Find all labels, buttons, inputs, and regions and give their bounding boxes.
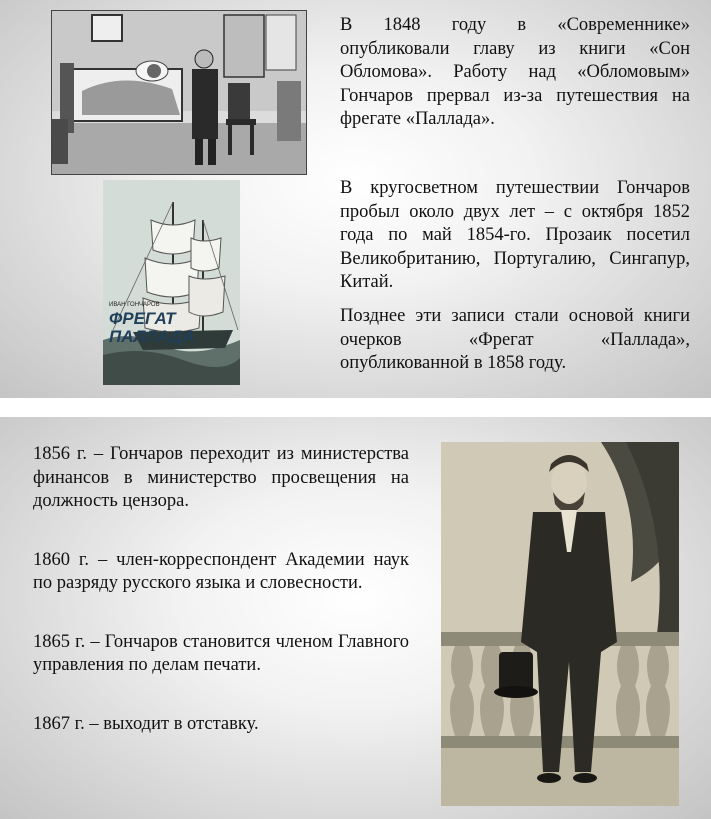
oblomov-paragraph: В 1848 году в «Современнике» опубликовали главу из книги «Сон Обломова». Работу над «Обломовым» Гончаров прервал из-за путешествия на фрегате «Паллада». [340,15,690,129]
goncharov-portrait-image [441,442,679,806]
oblomov-engraving-image [52,11,306,174]
timeline-item-1860: 1860 г. – член-корреспондент Академии наук по разряду русского языка и словесности. [33,549,409,593]
slide-career-timeline [0,417,711,819]
book-author-text: ИВАН ГОНЧАРОВ [109,302,160,308]
book-title-line1: ФРЕГАТ [109,309,176,328]
timeline-item-1867: 1867 г. – выходит в отставку. [33,713,259,734]
timeline-item-1856: 1856 г. – Гончаров переходит из министерства финансов в министерство просвещения на должность цензора. [33,444,409,511]
voyage-paragraph: В кругосветном путешествии Гончаров пробыл около двух лет – с октября 1852 года по май 1854-го. Прозаик посетил Великобританию, Португалию, Сингапур, Китай. [340,178,690,292]
timeline-list [33,443,409,771]
slide-oblomov-frigate [0,0,711,398]
essays-paragraph: Позднее эти записи стали основой книги очерков «Фрегат «Паллада», опубликованной в 1858 году. [340,306,690,373]
frigate-pallada-book-cover-image [103,180,240,385]
book-title-line2: ПАЛЛАДА [109,327,195,346]
timeline-item-1865: 1865 г. – Гончаров становится членом Главного управления по делам печати. [33,631,409,675]
